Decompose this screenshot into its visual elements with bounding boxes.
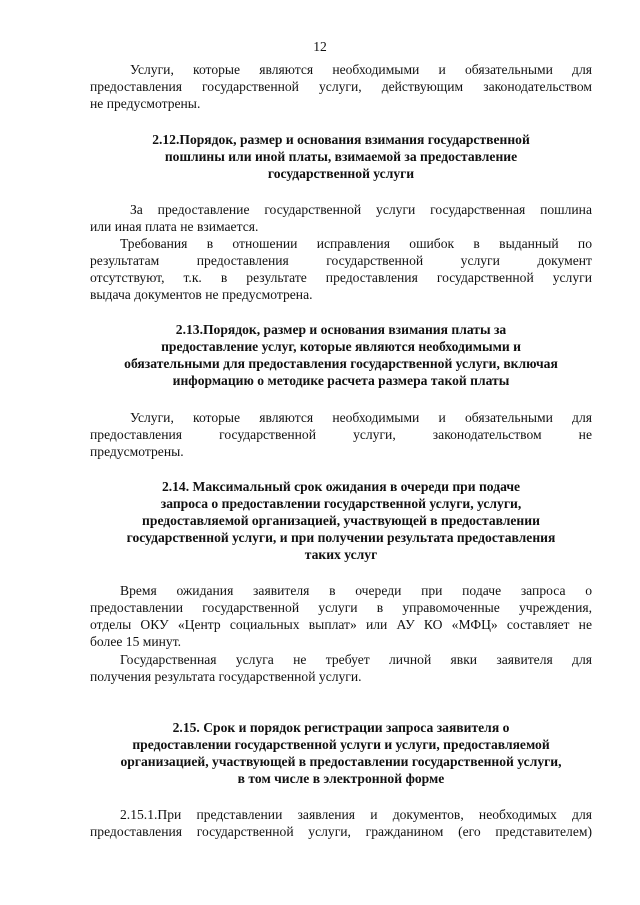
text-line: отсутствуют, т.к. в результате предоставления государственной услуги: [90, 270, 592, 285]
text-line: не предусмотрены.: [90, 96, 201, 111]
text-line: отделы ОКУ «Центр социальных выплат» или АУ КО «МФЦ» составляет не: [90, 617, 592, 632]
heading-line: информацию о методике расчета размера такой платы: [172, 373, 510, 388]
page-number: 12: [313, 39, 327, 54]
section-heading-2-15: [90, 719, 592, 787]
text-line: или иная плата не взимается.: [90, 219, 259, 234]
text-line: 2.15.1.При представлении заявления и документов, необходимых для: [120, 807, 592, 822]
heading-line: предоставление услуг, которые являются необходимыми и: [161, 339, 521, 354]
heading-line: пошлины или иной платы, взимаемой за предоставление: [164, 149, 518, 164]
text-line: предоставлении государственной услуги в управомоченные учреждения,: [90, 600, 592, 615]
paragraph-services-not-provided: [90, 61, 592, 112]
paragraph-services-by-law: [90, 409, 592, 460]
heading-line: организацией, участвующей в предоставлении государственной услуги,: [120, 754, 562, 769]
paragraph-waiting-time: [90, 582, 592, 650]
heading-line: в том числе в электронной форме: [237, 771, 445, 786]
heading-line: 2.12.Порядок, размер и основания взимания государственной: [152, 132, 530, 147]
heading-line: 2.13.Порядок, размер и основания взимания платы за: [175, 322, 507, 337]
text-line: более 15 минут.: [90, 634, 182, 649]
section-heading-2-12: [90, 131, 592, 182]
text-line: Услуги, которые являются необходимыми и обязательными для: [130, 62, 592, 77]
text-line: предоставления государственной услуги, гражданином (его представителем): [90, 824, 592, 839]
text-line: За предоставление государственной услуги государственная пошлина: [130, 202, 592, 217]
heading-line: 2.15. Срок и порядок регистрации запроса заявителя о: [172, 720, 510, 735]
text-line: Требования в отношении исправления ошибок в выданный по: [120, 236, 592, 251]
text-line: предусмотрены.: [90, 444, 184, 459]
heading-line: государственной услуги: [267, 166, 415, 181]
heading-line: 2.14. Максимальный срок ожидания в очереди при подаче: [161, 479, 521, 494]
text-line: получения результата государственной услуги.: [90, 669, 362, 684]
paragraph-no-personal-visit: [90, 651, 592, 685]
heading-line: обязательными для предоставления государственной услуги, включая: [124, 356, 558, 371]
text-line: Время ожидания заявителя в очереди при подаче запроса о: [120, 583, 592, 598]
text-line: результатам предоставления государственной услуги документ: [90, 253, 592, 268]
text-line: выдача документов не предусмотрена.: [90, 287, 313, 302]
heading-line: государственной услуги, и при получении результата предоставления: [126, 530, 556, 545]
section-heading-2-14: [90, 478, 592, 563]
text-line: Услуги, которые являются необходимыми и обязательными для: [130, 410, 592, 425]
paragraph-2-15-1: [90, 806, 592, 840]
heading-line: запроса о предоставлении государственной услуги, услуги,: [160, 496, 522, 511]
section-heading-2-13: [90, 321, 592, 389]
paragraph-error-correction: [90, 235, 592, 303]
heading-line: таких услуг: [304, 547, 378, 562]
heading-line: предоставляемой организацией, участвующей в предоставлении: [142, 513, 540, 528]
text-line: предоставления государственной услуги, действующим законодательством: [90, 79, 592, 94]
paragraph-no-fee: [90, 201, 592, 235]
text-line: предоставления государственной услуги, законодательством не: [90, 427, 592, 442]
heading-line: предоставлении государственной услуги и услуги, предоставляемой: [132, 737, 550, 752]
text-line: Государственная услуга не требует личной явки заявителя для: [120, 652, 592, 667]
